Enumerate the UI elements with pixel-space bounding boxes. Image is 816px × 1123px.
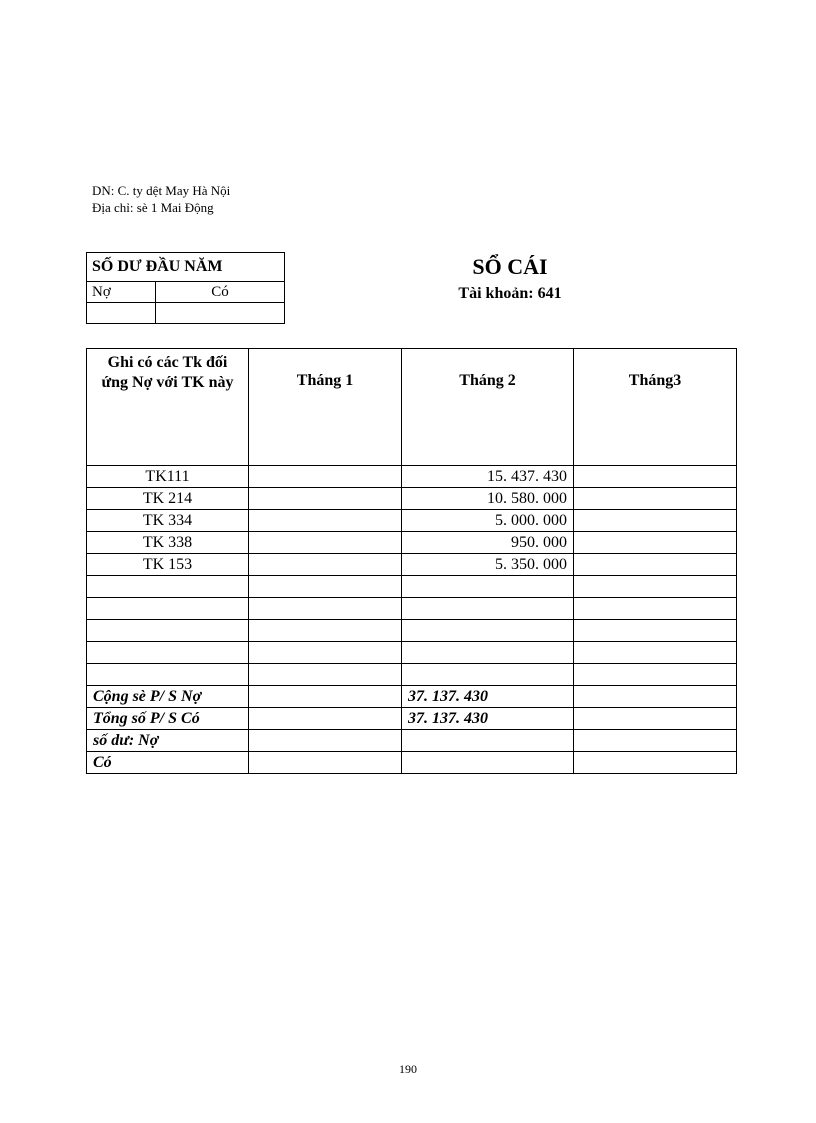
month-2-cell: [402, 620, 574, 642]
month-2-cell: [402, 664, 574, 686]
header-month-2: Tháng 2: [402, 349, 574, 466]
month-2-cell: 5. 350. 000: [402, 554, 574, 576]
month-2-cell: 15. 437. 430: [402, 466, 574, 488]
summary-month-1: [249, 686, 402, 708]
account-cell: TK111: [87, 466, 249, 488]
summary-month-1: [249, 708, 402, 730]
account-cell: TK 153: [87, 554, 249, 576]
company-address: Địa chỉ: sè 1 Mai Động: [92, 200, 214, 215]
account-cell: [87, 642, 249, 664]
opening-debit-label: Nợ: [87, 282, 156, 303]
table-row: [87, 466, 737, 488]
month-2-cell: [402, 598, 574, 620]
ledger-body: [87, 466, 737, 774]
account-cell: TK 214: [87, 488, 249, 510]
summary-month-1: [249, 752, 402, 774]
month-1-cell: [249, 532, 402, 554]
summary-row: [87, 730, 737, 752]
month-3-cell: [574, 642, 737, 664]
month-1-cell: [249, 510, 402, 532]
month-3-cell: [574, 576, 737, 598]
month-3-cell: [574, 510, 737, 532]
month-3-cell: [574, 620, 737, 642]
summary-row: [87, 708, 737, 730]
summary-month-2: [402, 730, 574, 752]
summary-row: [87, 686, 737, 708]
summary-row: [87, 752, 737, 774]
summary-month-3: [574, 730, 737, 752]
table-row: [87, 510, 737, 532]
summary-month-1: [249, 730, 402, 752]
month-1-cell: [249, 576, 402, 598]
ledger-title: SỔ CÁI: [472, 254, 548, 279]
opening-credit-value: [156, 303, 285, 324]
table-row: [87, 642, 737, 664]
month-3-cell: [574, 488, 737, 510]
account-cell: TK 338: [87, 532, 249, 554]
table-row: [87, 598, 737, 620]
month-1-cell: [249, 598, 402, 620]
account-cell: TK 334: [87, 510, 249, 532]
month-1-cell: [249, 466, 402, 488]
ledger-account: Tài khoản: 641: [458, 285, 562, 302]
month-3-cell: [574, 598, 737, 620]
header-month-3: Tháng3: [574, 349, 737, 466]
month-2-cell: [402, 576, 574, 598]
summary-label: Cộng sè P/ S Nợ: [87, 686, 249, 708]
page-number: 190: [399, 1062, 417, 1076]
account-cell: [87, 576, 249, 598]
month-3-cell: [574, 466, 737, 488]
table-row: [87, 620, 737, 642]
header-month-1: Tháng 1: [249, 349, 402, 466]
opening-credit-label: Có: [156, 282, 285, 303]
table-row: [87, 576, 737, 598]
ledger-table: [86, 348, 737, 774]
month-2-cell: 10. 580. 000: [402, 488, 574, 510]
table-row: [87, 488, 737, 510]
account-cell: [87, 620, 249, 642]
month-3-cell: [574, 532, 737, 554]
summary-label: số dư: Nợ: [87, 730, 249, 752]
summary-month-3: [574, 686, 737, 708]
summary-month-3: [574, 752, 737, 774]
month-1-cell: [249, 554, 402, 576]
summary-label: Có: [87, 752, 249, 774]
summary-label: Tổng số P/ S Có: [87, 708, 249, 730]
month-1-cell: [249, 642, 402, 664]
table-row: [87, 554, 737, 576]
table-row: [87, 664, 737, 686]
summary-month-3: [574, 708, 737, 730]
company-name: DN: C. ty dệt May Hà Nội: [92, 183, 231, 198]
month-2-cell: 5. 000. 000: [402, 510, 574, 532]
month-1-cell: [249, 620, 402, 642]
month-3-cell: [574, 664, 737, 686]
month-2-cell: [402, 642, 574, 664]
month-1-cell: [249, 664, 402, 686]
summary-month-2: 37. 137. 430: [402, 686, 574, 708]
month-3-cell: [574, 554, 737, 576]
opening-debit-value: [87, 303, 156, 324]
opening-balance-table: [86, 252, 285, 324]
month-2-cell: 950. 000: [402, 532, 574, 554]
company-info: [92, 182, 230, 216]
summary-month-2: [402, 752, 574, 774]
opening-balance-title: SỐ DƯ ĐẦU NĂM: [87, 253, 285, 282]
summary-month-2: 37. 137. 430: [402, 708, 574, 730]
account-cell: [87, 664, 249, 686]
month-1-cell: [249, 488, 402, 510]
table-row: [87, 532, 737, 554]
header-account: Ghi có các Tk đối ứng Nợ với TK này: [87, 349, 249, 466]
account-cell: [87, 598, 249, 620]
